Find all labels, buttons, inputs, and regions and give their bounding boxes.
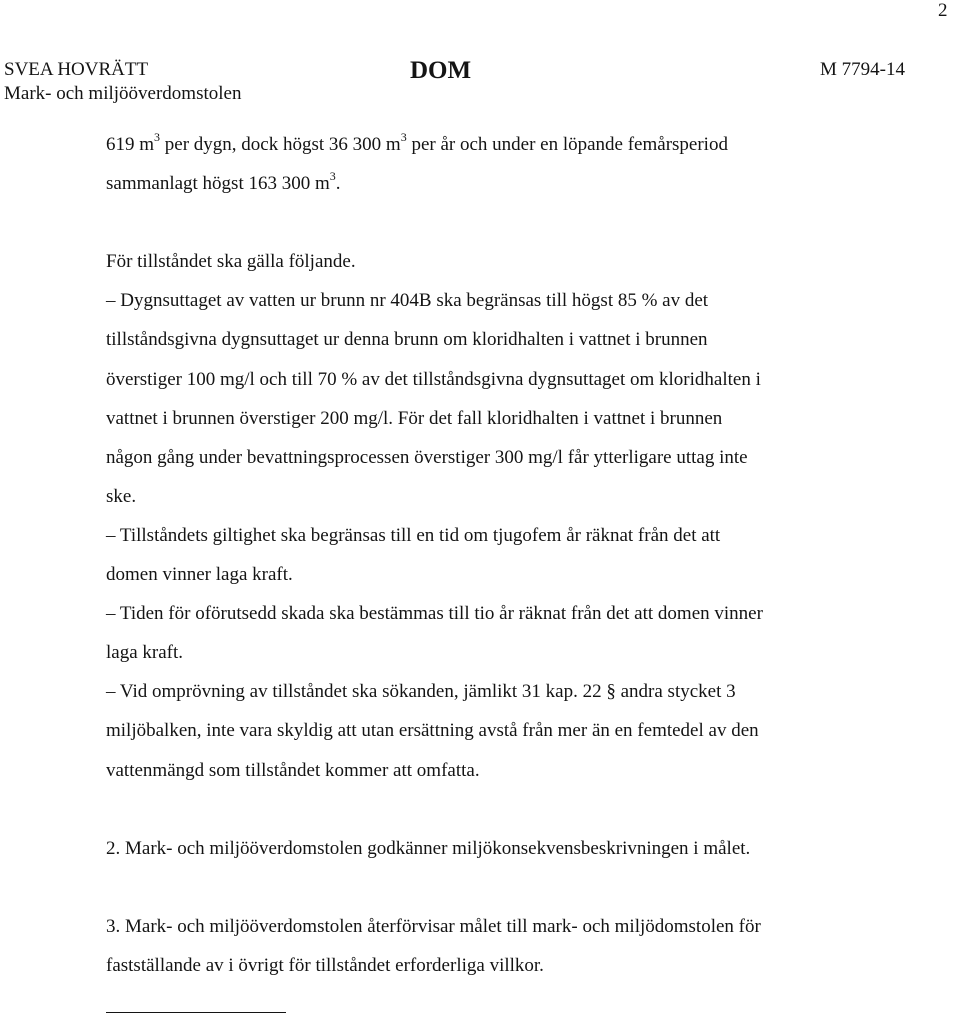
condition-1-line-5: någon gång under bevattningsprocessen överstiger 300 mg/l får ytterligare uttag inte [106,447,748,468]
case-number: M 7794-14 [820,59,905,80]
section-divider [106,1012,286,1013]
body-line-1: 619 $m^3$ per dygn, dock högst 36 300 $m^3$ per år och under en löpande femårsperiod [106,129,728,155]
condition-4-line-1: – Vid omprövning av tillståndet ska sökanden, jämlikt 31 kap. 22 § andra stycket 3 [106,681,736,702]
condition-2-line-2: domen vinner laga kraft. [106,564,293,585]
ruling-item-3-line-2: fastställande av i övrigt för tillståndet erforderliga villkor. [106,955,544,976]
document-type: DOM [410,57,472,84]
court-division: Mark- och miljööverdomstolen [4,83,242,104]
condition-3-line-1: – Tiden för oförutsedd skada ska bestämmas till tio år räknat från det att domen vinner [106,603,763,624]
condition-3-line-2: laga kraft. [106,642,184,663]
page-number: 2 [938,0,948,21]
body-line-2: sammanlagt högst 163 300 $m^3$. [106,168,341,194]
condition-1-line-2: tillståndsgivna dygnsuttaget ur denna brunn om kloridhalten i vattnet i brunnen [106,329,708,350]
condition-1-line-3: överstiger 100 mg/l och till 70 % av det tillståndsgivna dygnsuttaget om kloridhalten i [106,369,761,390]
condition-4-line-2: miljöbalken, inte vara skyldig att utan ersättning avstå från mer än en femtedel av den [106,720,759,741]
ruling-item-2: 2. Mark- och miljööverdomstolen godkänner miljökonsekvensbeskrivningen i målet. [106,838,751,859]
court-name: SVEA HOVRÄTT [4,59,149,80]
condition-1-line-1: – Dygnsuttaget av vatten ur brunn nr 404B ska begränsas till högst 85 % av det [106,290,709,311]
condition-2-line-1: – Tillståndets giltighet ska begränsas till en tid om tjugofem år räknat från det att [106,525,721,546]
body-line-3: För tillståndet ska gälla följande. [106,251,356,272]
ruling-item-3-line-1: 3. Mark- och miljööverdomstolen återförvisar målet till mark- och miljödomstolen för [106,916,761,937]
condition-1-line-6: ske. [106,486,137,507]
condition-4-line-3: vattenmängd som tillståndet kommer att omfatta. [106,760,480,781]
condition-1-line-4: vattnet i brunnen överstiger 200 mg/l. För det fall kloridhalten i vattnet i brunnen [106,408,723,429]
